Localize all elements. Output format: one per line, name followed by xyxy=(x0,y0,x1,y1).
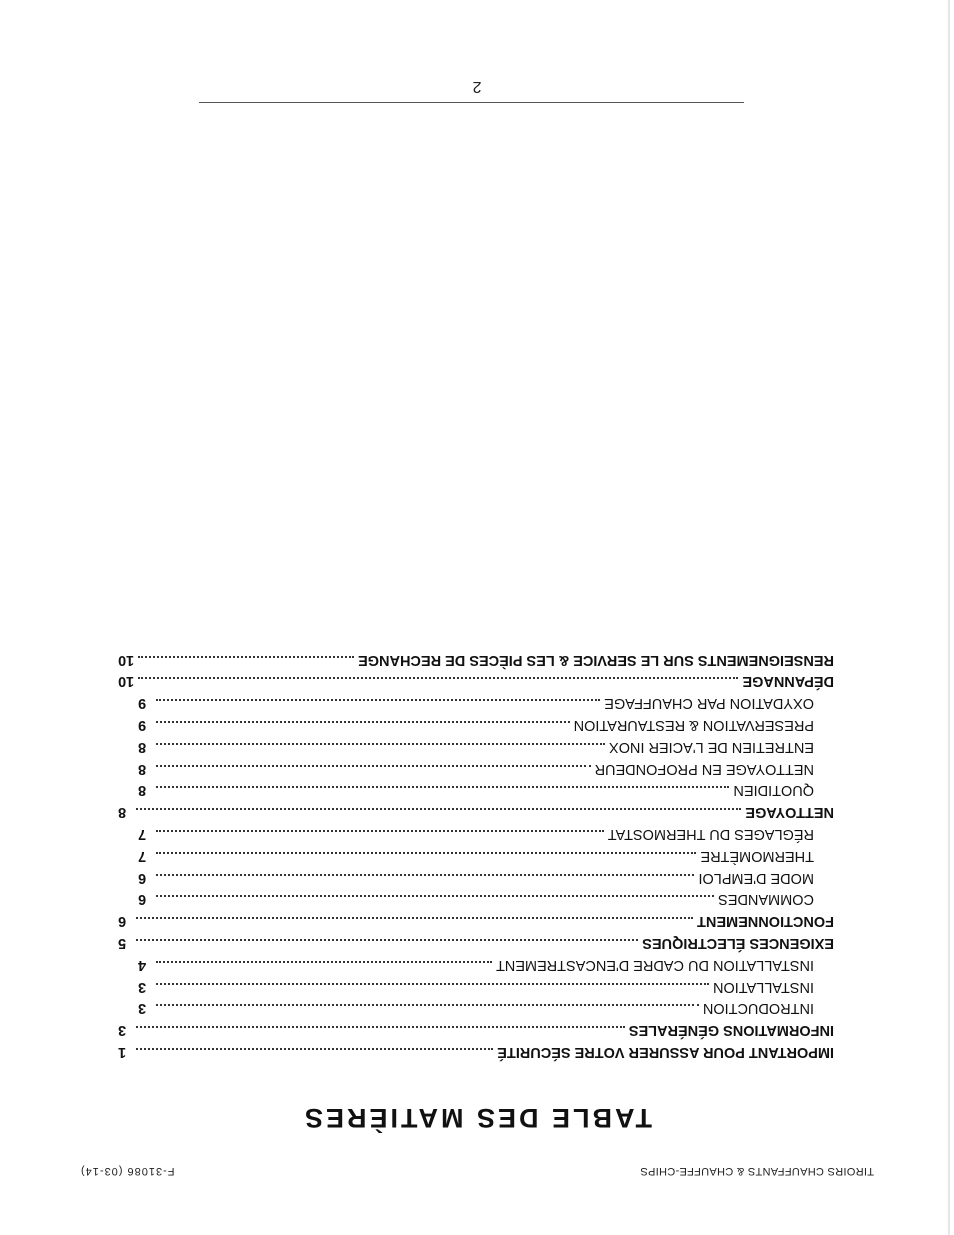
toc-entry xyxy=(118,1018,834,1040)
toc-entry xyxy=(118,800,834,822)
toc-entry-page: 3 xyxy=(118,1022,127,1039)
toc-entry xyxy=(118,757,834,779)
toc-dot-leader xyxy=(156,699,600,701)
toc-entry-label: COMMANDES xyxy=(718,891,814,908)
toc-entry-page: 1 xyxy=(118,1044,127,1060)
toc-dot-leader xyxy=(156,786,729,788)
header-title: TIROIRS CHAUFFANTS & CHAUFFE-CHIPS xyxy=(640,1165,874,1177)
toc-dot-leader xyxy=(138,677,738,679)
toc-entry-page: 6 xyxy=(118,913,127,930)
toc-entry-page: 9 xyxy=(138,695,147,712)
document-code: F-31086 (03-14) xyxy=(80,1165,175,1177)
toc-entry xyxy=(118,713,834,735)
toc-dot-leader xyxy=(156,874,694,876)
toc-entry-page: 6 xyxy=(138,869,147,886)
toc-entry-page: 8 xyxy=(138,760,147,777)
toc-entry xyxy=(118,691,834,713)
toc-entry xyxy=(118,888,834,910)
toc-entry xyxy=(118,735,834,757)
toc-entry-label: RENSEIGNEMENTS SUR LE SERVICE & LES PIÈCES DE RECHANGE xyxy=(358,651,834,668)
toc-entry-page: 8 xyxy=(138,782,147,799)
toc-entry xyxy=(118,975,834,997)
page-number: 2 xyxy=(472,78,482,95)
toc-entry-label: OXYDATION PAR CHAUFFAGE xyxy=(604,695,814,712)
toc-dot-leader xyxy=(136,1048,493,1050)
toc-entry xyxy=(118,648,834,670)
toc-entry xyxy=(118,866,834,888)
toc-dot-leader xyxy=(136,917,693,919)
toc-entry xyxy=(118,997,834,1019)
toc-entry xyxy=(118,779,834,801)
toc-dot-leader xyxy=(156,1004,699,1006)
toc-entry xyxy=(118,909,834,931)
toc-entry-label: FONCTIONNEMENT xyxy=(697,913,834,930)
toc-entry-page: 3 xyxy=(138,1000,147,1017)
toc-entry-label: EXIGENCES ÉLECTRIQUES xyxy=(642,935,834,952)
toc-dot-leader xyxy=(156,983,709,985)
toc-dot-leader xyxy=(156,743,605,745)
toc-dot-leader xyxy=(156,721,570,723)
toc-entry-label: INFORMATIONS GÉNÉRALES xyxy=(628,1022,834,1039)
toc-entry-page: 6 xyxy=(138,891,147,908)
toc-entry xyxy=(118,844,834,866)
toc-dot-leader xyxy=(156,852,696,854)
toc-entry-label: PRESERVATION & RESTAURATION xyxy=(573,717,814,734)
toc-entry xyxy=(118,953,834,975)
toc-entry-label: IMPORTANT POUR ASSURER VOTRE SÉCURITÉ xyxy=(497,1044,834,1060)
toc-dot-leader xyxy=(156,961,492,963)
toc-entry xyxy=(118,1040,834,1062)
toc-entry-page: 7 xyxy=(138,847,147,864)
toc-entry xyxy=(118,931,834,953)
toc-entry-label: NETTOYAGE xyxy=(745,804,834,821)
toc-entry-label: ENTRETIEN DE L'ACIER INOX xyxy=(609,738,814,755)
toc-entry-label: THERMOMÈTRE xyxy=(700,847,814,864)
toc-entry-page: 10 xyxy=(118,651,135,668)
page-title: TABLE DES MATIÈRES xyxy=(302,1103,653,1133)
toc-entry-page: 5 xyxy=(118,935,127,952)
toc-dot-leader xyxy=(138,656,354,658)
table-of-contents xyxy=(118,648,834,1062)
toc-dot-leader xyxy=(136,808,741,810)
toc-entry-label: INSTALLATION DU CADRE D'ENCASTREMENT xyxy=(495,956,814,973)
toc-entry-label: DÉPANNAGE xyxy=(742,673,834,690)
toc-dot-leader xyxy=(156,830,604,832)
scan-edge xyxy=(948,0,950,1235)
toc-entry-page: 10 xyxy=(118,673,135,690)
toc-dot-leader xyxy=(156,765,591,767)
toc-entry-page: 3 xyxy=(138,978,147,995)
toc-entry-page: 8 xyxy=(138,738,147,755)
toc-entry-label: NETTOYAGE EN PROFONDEUR xyxy=(594,760,814,777)
toc-entry xyxy=(118,670,834,692)
footer-rule xyxy=(199,102,744,103)
toc-entry-label: QUOTIDIEN xyxy=(733,782,814,799)
toc-entry xyxy=(118,822,834,844)
toc-entry-label: RÉGLAGES DU THERMOSTAT xyxy=(607,826,814,843)
toc-entry-label: INTRODUCTION xyxy=(702,1000,814,1017)
toc-dot-leader xyxy=(156,895,714,897)
toc-entry-page: 9 xyxy=(138,717,147,734)
toc-dot-leader xyxy=(136,1026,625,1028)
toc-entry-label: INSTALLATION xyxy=(713,978,814,995)
toc-entry-page: 8 xyxy=(118,804,127,821)
toc-entry-page: 4 xyxy=(138,956,147,973)
toc-entry-page: 7 xyxy=(138,826,147,843)
toc-dot-leader xyxy=(136,939,638,941)
toc-entry-label: MODE D'EMPLOI xyxy=(698,869,814,886)
